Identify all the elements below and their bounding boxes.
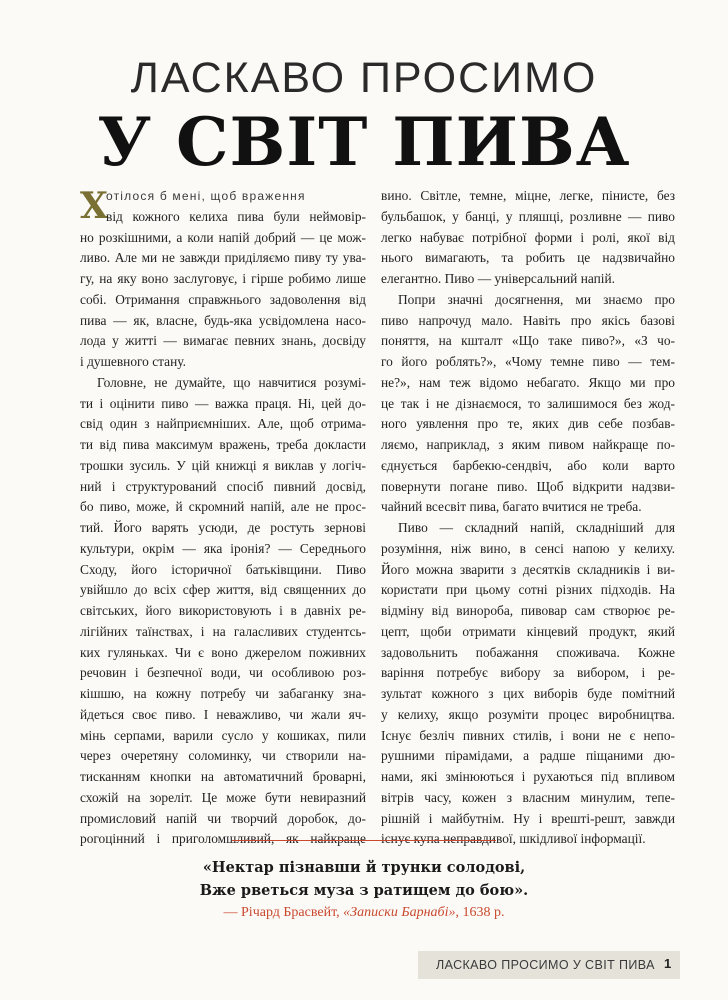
text-line: варіння потребує вибору за вибором, і ре- <box>381 665 675 681</box>
text-line: Попри значні досягнення, ми знаємо про <box>398 291 675 307</box>
text-line: культури, окрім — яка іронія? — Середнього <box>80 540 366 556</box>
text-line: цепт, щоби отримати кінцевий продукт, який <box>381 623 675 639</box>
opening-line <box>80 186 366 207</box>
text-line: ти від пива максимум вражень, треба докласти <box>80 437 366 452</box>
text-line: вино. Світле, темне, міцне, легке, пінисте, без <box>381 188 675 203</box>
text-line: ти і оцінити пиво — важка праця. Ні, цей до- <box>80 395 366 411</box>
text-line: ного уявлення про те, яких див себе позбав- <box>381 416 675 432</box>
text-line: і душевного стану. <box>80 354 186 369</box>
text-line: ких гуляньках. Чи є воно джерелом поживних <box>80 644 366 660</box>
text-line: увійшло до всіх сфер життя, від священних до <box>80 582 366 598</box>
text-line: мінь серпами, варили сусло у кошиках, пили <box>80 727 366 743</box>
running-title: ЛАСКАВО ПРОСИМО У СВІТ ПИВА <box>436 958 655 972</box>
text-line: через очеретяну соломинку, чи створили на- <box>80 748 366 764</box>
text-line: Пиво — складний напій, складніший для <box>398 520 675 535</box>
text-line: поняття, на кшталт «Що таке пиво?», «З чо- <box>381 333 675 349</box>
text-line: гу, на яку воно заслуговує, і гірше робимо лише <box>80 271 366 286</box>
text-line: тий. Його варять усюди, де ростуть зернові <box>80 520 366 535</box>
text-line: нами, які змінюються і рухаються під впливом <box>381 769 675 784</box>
text-line: Існує безліч пивних стилів, і вони не є непо- <box>381 727 675 743</box>
text-line: лігійних таїнствах, і на галасливих студентсь- <box>80 623 366 639</box>
attribution-work: «Записки Барнабі» <box>343 905 456 920</box>
attribution-year: , 1638 р. <box>455 905 505 920</box>
text-line: но розкішними, а коли напій добрий — це мож- <box>80 229 366 245</box>
text-line: схожій на зореліт. Це може бути невиразний <box>80 789 366 805</box>
text-line: пива — як, власне, будь-яка усвідомлена насо- <box>80 312 366 328</box>
right-column <box>381 186 675 850</box>
text-line: єднується барбекю-сендвіч, або коли варто <box>381 457 675 473</box>
text-line: трошки зусиль. У цій книжці я виклав у логіч- <box>80 457 366 473</box>
page-number: 1 <box>664 956 672 971</box>
quote-line: «Нектар пізнавши й трунки солодові, <box>202 859 526 876</box>
text-line: задовольнить побажання споживача. Кожне <box>381 644 675 660</box>
text-line: зультат кожного з цих виборів буде помітний <box>381 686 675 701</box>
page-title-line2: У СВІТ ПИВА <box>97 103 631 181</box>
text-line: рішній і майбутнім. Ну і врешті-решт, завжди <box>381 810 675 826</box>
text-line: тисканням кнопки на автоматичний броварні, <box>80 769 366 784</box>
text-line: нього вимагають, та робить це надзвичайно <box>381 250 675 266</box>
text-line: бо пиво, може, й скромний напій, але не прос- <box>80 499 366 515</box>
quote-divider <box>232 840 496 841</box>
text-line: рогоцінний і приголомшливий, як найкраще <box>80 831 366 847</box>
text-line: бульбашок, у банці, у пляшці, розливне — пиво <box>381 208 675 224</box>
text-line: розуміння, ніж вино, в сенсі напою у келиху. <box>381 540 675 556</box>
text-line: вітрів часу, кожен з власним минулим, тепе- <box>381 789 675 805</box>
text-line: чайний всесвіт пива, багато вчитися не треба. <box>381 499 642 515</box>
text-line: Головне, не думайте, що навчитися розумі- <box>97 374 366 390</box>
text-line: ний і структурований спосіб пивний досвід, <box>80 478 366 494</box>
text-line: йдеться своє пиво. І неважливо, чи жали яч- <box>80 706 366 722</box>
text-line: лода у житті — вимагає певних знань, досвіду <box>80 333 366 349</box>
drop-cap: Х <box>80 185 108 227</box>
text-line: промисловий напій чи творчий доробок, до- <box>80 810 366 826</box>
text-line: відміну від винороба, пивовар сам створює ре- <box>381 603 675 618</box>
epigraph-quote <box>0 856 728 902</box>
page-title-line1: ЛАСКАВО ПРОСИМО <box>130 54 598 102</box>
text-line: ляємо, наприклад, з яким пивом найкраще по- <box>381 437 675 452</box>
text-line: не?», нам теж відомо небагато. Якщо ми про <box>381 374 675 390</box>
text-line: го його роблять?», «Чому темне пиво — тем- <box>381 354 675 369</box>
quote-attribution <box>0 905 728 921</box>
text-line: існує купа неправдивої, шкідливої інформації. <box>381 831 646 847</box>
text-line: у келиху, якщо розуміти процес виробництва. <box>381 706 675 722</box>
text-line: кішшю, на кожну потребу чи забаганку зна- <box>80 686 366 701</box>
text-line: елегантно. Пиво — універсальний напій. <box>381 271 616 286</box>
text-line: речовин і безпечної води, чи особливою роз- <box>80 665 366 681</box>
text-line: від кожного келиха пива були неймовір- <box>106 208 366 224</box>
text-line: Його можна зварити з десятків складників і ви- <box>381 561 675 577</box>
text-line: легко набуває потрібної форми і ролі, якої від <box>381 229 675 245</box>
text-line: це так і не дізнаємося, то залишимося без жод- <box>381 395 675 411</box>
text-line: рушними пірамідами, а радше піщаними дю- <box>381 748 675 764</box>
text-line: світських, його використовують і в давніх ре- <box>80 603 366 618</box>
text-line: користати при цьому сотні різних підходів. На <box>381 582 675 598</box>
quote-line: Вже рветься муза з ратищем до бою». <box>199 882 529 899</box>
opening-text: отілося б мені, щоб враження <box>106 189 306 203</box>
attribution-author: — Річард Брасвейт, <box>223 905 344 920</box>
text-line: свід один з найприємніших. Але, щоб отрима- <box>80 416 366 432</box>
text-line: ливо. Але ми не завжди приділяємо пиву ту ува- <box>80 250 366 266</box>
text-line: повернути погане пиво. Щоб відкрити надзви- <box>381 478 675 494</box>
left-column <box>80 186 366 850</box>
text-line: собі. Отримання справжнього задоволення від <box>80 291 366 307</box>
text-line: Сходу, його історичної батьківщини. Пиво <box>80 561 366 577</box>
text-line: пиво напрочуд мало. Навіть про якісь базові <box>381 312 675 328</box>
